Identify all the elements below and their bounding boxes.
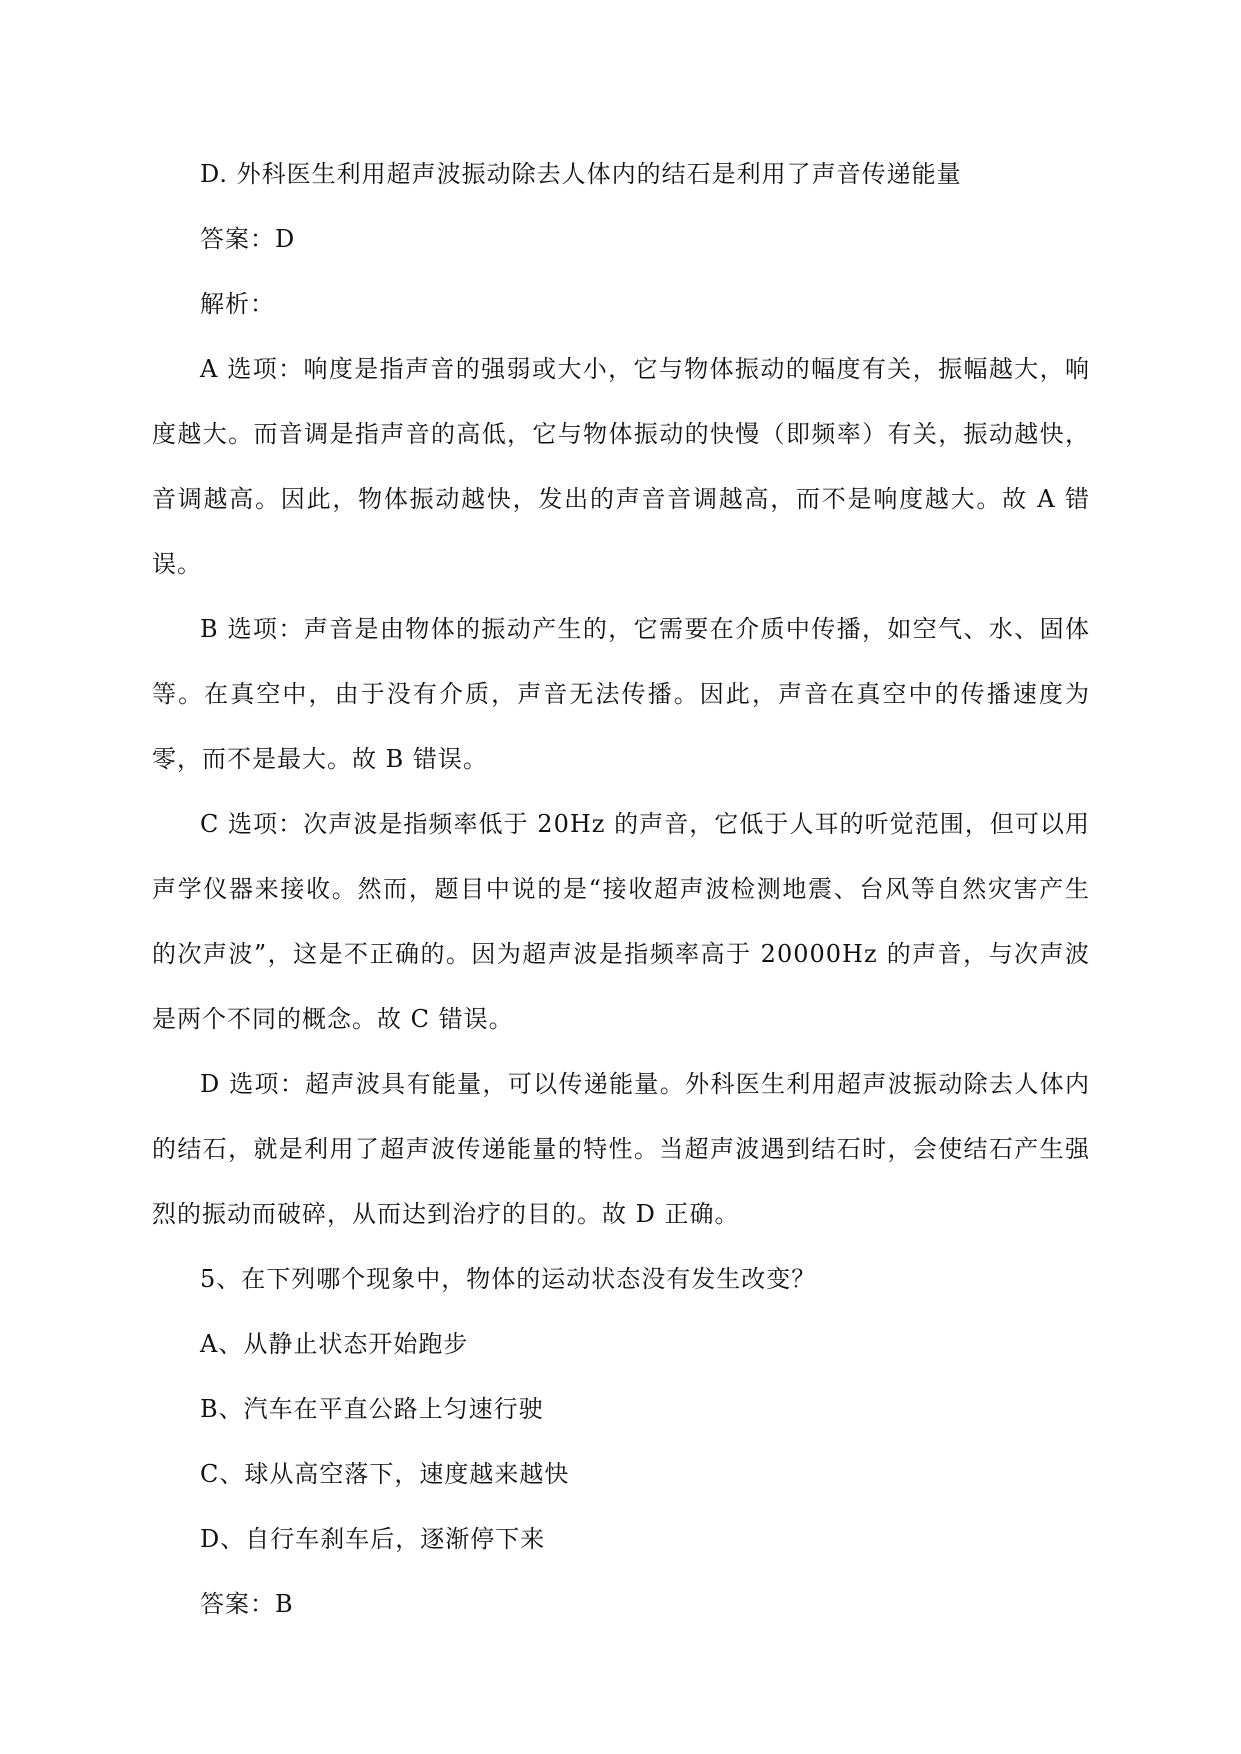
analysis-option-b: B 选项：声音是由物体的振动产生的，它需要在介质中传播，如空气、水、固体等。在真空中，由于没有介质，声音无法传播。因此，声音在真空中的传播速度为零，而不是最大。故 B 错误。 — [152, 615, 1090, 773]
analysis-option-a: A 选项：响度是指声音的强弱或大小，它与物体振动的幅度有关，振幅越大，响度越大。而音调是指声音的高低，它与物体振动的快慢（即频率）有关，振动越快，音调越高。因此，物体振动越快，发出的声音音调越高，而不是响度越大。故 A 错误。 — [152, 355, 1090, 578]
analysis-option-d: D 选项：超声波具有能量，可以传递能量。外科医生利用超声波振动除去人体内的结石，就是利用了超声波传递能量的特性。当超声波遇到结石时，会使结石产生强烈的振动而破碎，从而达到治疗的目的。故 D 正确。 — [152, 1070, 1090, 1228]
question-5-answer: 答案：B — [200, 1590, 294, 1618]
question-5-option-b: B、汽车在平直公路上匀速行驶 — [200, 1395, 544, 1423]
question-5-option-a: A、从静止状态开始跑步 — [200, 1330, 469, 1358]
document-body — [152, 142, 1090, 1637]
prev-question-answer: 答案：D — [200, 225, 296, 253]
question-5-stem: 5、在下列哪个现象中，物体的运动状态没有发生改变？ — [200, 1265, 817, 1293]
prev-question-option-d: D. 外科医生利用超声波振动除去人体内的结石是利用了声音传递能量 — [200, 160, 962, 188]
question-5-option-d: D、自行车刹车后，逐渐停下来 — [200, 1525, 546, 1553]
question-5-option-c: C、球从高空落下，速度越来越快 — [200, 1460, 570, 1488]
analysis-option-c: C 选项：次声波是指频率低于 20Hz 的声音，它低于人耳的听觉范围，但可以用声学仪器来接收。然而，题目中说的是“接收超声波检测地震、台风等自然灾害产生的次声波”，这是不正确的。因为超声波是指频率高于 20000Hz 的声音，与次声波是两个不同的概念。故 C 错误。 — [152, 810, 1090, 1033]
analysis-label: 解析： — [200, 290, 275, 318]
